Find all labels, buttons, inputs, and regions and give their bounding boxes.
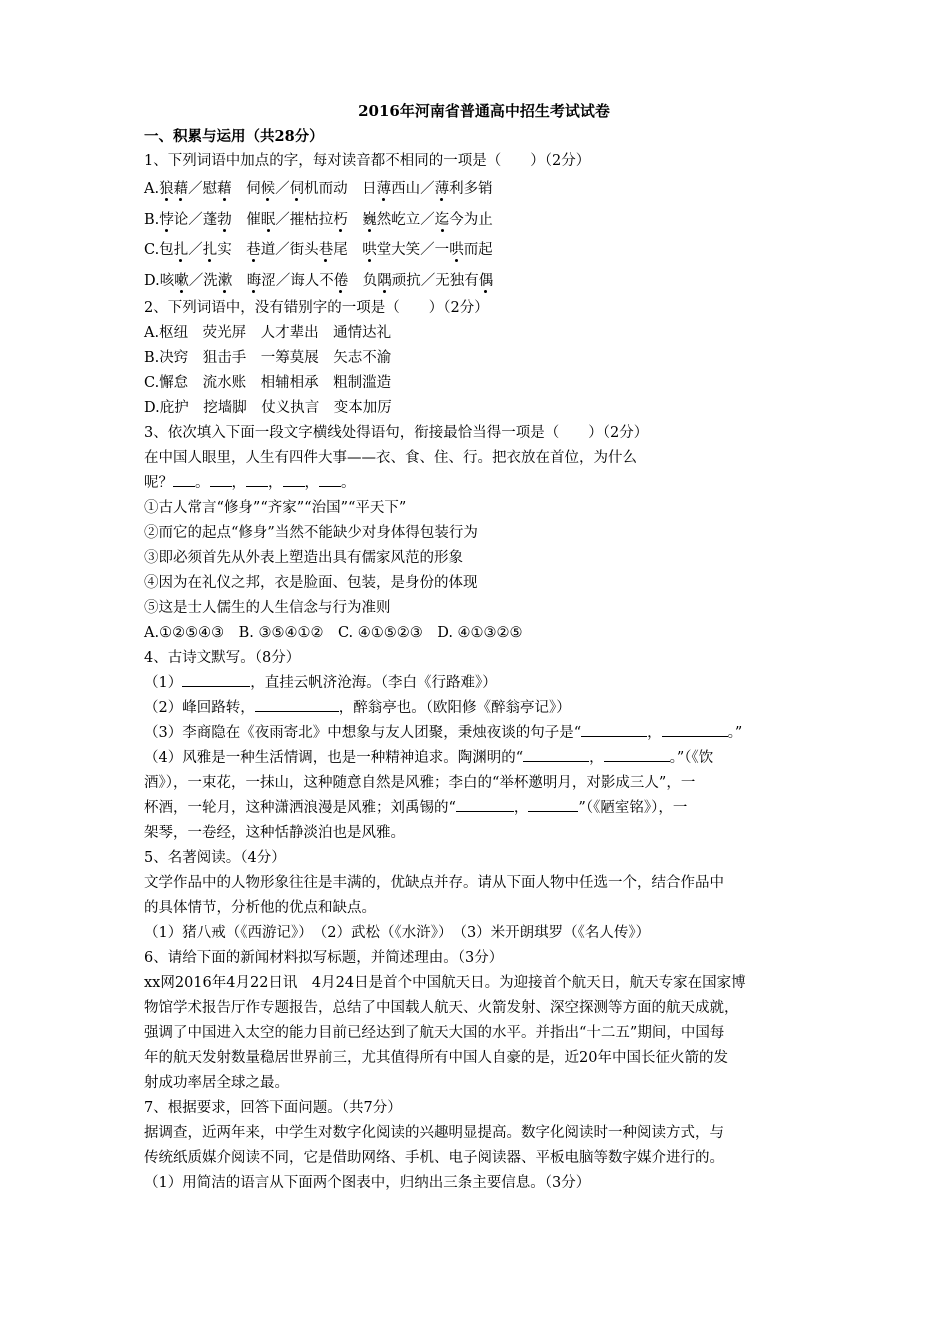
fill-blank[interactable] xyxy=(246,472,268,487)
question-3-passage: 在中国人眼里，人生有四件大事——衣、食、住、行。把衣放在首位，为什么 xyxy=(144,450,637,466)
question-3-answers: A.①②⑤④③ B. ③⑤④①② C. ④①⑤②③ D. ④①③②⑤ xyxy=(144,625,523,641)
dotted-char: 藉 xyxy=(173,181,189,197)
question-2-option: A.枢纽 荧光屏 人才辈出 通情达礼 xyxy=(144,325,392,341)
question-3-stem: 3、依次填入下面一段文字横线处得语句，衔接最恰当得一项是（ ）（2分） xyxy=(144,425,649,441)
dotted-char: 眠 xyxy=(260,211,276,228)
question-7-subquestion: （1）用简洁的语言从下面两个图表中，归纳出三条主要信息。（3分） xyxy=(144,1175,591,1191)
question-3-item: ③即必须首先从外表上塑造出具有儒家风范的形象 xyxy=(144,550,463,566)
question-7-stem: 7、根据要求，回答下面问题。（共7分） xyxy=(144,1100,402,1116)
dotted-char: 倦 xyxy=(333,272,349,289)
question-3-item: ⑤这是士人儒生的人生信念与行为准则 xyxy=(144,600,391,616)
question-4-line-6: 杯酒，一轮月，这种潇洒浪漫是风雅；刘禹锡的“ ， ”（《陋室铭》），一 xyxy=(144,796,824,821)
fill-blank[interactable] xyxy=(456,797,514,812)
fill-blank[interactable] xyxy=(182,672,250,687)
fill-blank[interactable] xyxy=(523,747,589,762)
fill-blank[interactable] xyxy=(319,472,341,487)
dotted-char: 扎 xyxy=(173,242,189,258)
question-2-option: C.懈怠 流水账 相辅相承 粗制滥造 xyxy=(144,375,392,391)
question-6-stem: 6、请给下面的新闻材料拟写标题，并简述理由。（3分） xyxy=(144,950,504,966)
question-4-line-2: （2）峰回路转， ，醉翁亭也。（欧阳修《醉翁亭记》） xyxy=(144,696,824,721)
question-1-option-c: C.包扎／扎实 巷道／街头巷尾 哄堂大笑／一哄而起 xyxy=(144,242,493,258)
question-1-option-d: D.咳嗽／洗漱 晦涩／诲人不倦 负隅顽抗／无独有偶 xyxy=(144,272,494,289)
news-text-line: 年的航天发射数量稳居世界前三，尤其值得所有中国人自豪的是，近20年中国长征火箭的发 xyxy=(144,1050,728,1066)
dotted-char: 偶 xyxy=(478,272,494,289)
question-4-line-7: 架琴，一卷经，这种恬静淡泊也是风雅。 xyxy=(144,825,405,841)
fill-blank[interactable] xyxy=(581,722,647,737)
dotted-char: 朽 xyxy=(333,211,348,228)
fill-blank[interactable] xyxy=(528,797,578,812)
dotted-char: 晦 xyxy=(246,272,262,289)
question-3-item: ①古人常言“修身”“齐家”“治国”“平天下” xyxy=(144,500,407,516)
dotted-char: 巷 xyxy=(318,242,334,258)
news-text-line: 射成功率居全球之最。 xyxy=(144,1075,289,1091)
question-5-text: 文学作品中的人物形象往往是丰满的，优缺点并存。请从下面人物中任选一个，结合作品中 xyxy=(144,875,724,891)
question-2-option: D.庇护 挖墙脚 仗义执言 变本加厉 xyxy=(144,400,392,416)
dotted-char: 漱 xyxy=(217,272,233,289)
question-7-text: 据调查，近两年来，中学生对数字化阅读的兴趣明显提高。数字化阅读时一种阅读方式，与 xyxy=(144,1125,724,1141)
news-text-line: 强调了中国进入太空的能力目前已经达到了航天大国的水平。并指出“十二五”期间，中国每 xyxy=(144,1025,725,1041)
dotted-char: 候 xyxy=(260,181,276,197)
exam-page xyxy=(144,100,824,1196)
dotted-char: 巍 xyxy=(362,211,377,228)
news-text-line: 物馆学术报告厅作专题报告，总结了中国载人航天、火箭发射、深空探测等方面的航天成就， xyxy=(144,1000,739,1016)
dotted-char: 狼 xyxy=(159,181,174,197)
fill-blank[interactable] xyxy=(255,697,339,712)
question-1-option-b: B.悖论／蓬勃 催眠／摧枯拉朽 巍然屹立／迄今为止 xyxy=(144,211,493,228)
dotted-char: 扎 xyxy=(202,242,218,258)
section-heading: 一、积累与运用（共28分） xyxy=(144,128,324,145)
dotted-char: 伺 xyxy=(289,181,305,197)
fill-blank[interactable] xyxy=(210,472,232,487)
fill-blank[interactable] xyxy=(662,722,728,737)
fill-blank[interactable] xyxy=(283,472,305,487)
question-5-stem: 5、名著阅读。（4分） xyxy=(144,850,286,866)
news-text-line: xx网2016年4月22日讯 4月24日是首个中国航天日。为迎接首个航天日，航天专家在国家博 xyxy=(144,975,746,991)
dotted-char: 哄 xyxy=(449,242,464,258)
question-4-line-4: （4）风雅是一种生活情调，也是一种精神追求。陶渊明的“ ， 。”（《饮 xyxy=(144,746,824,771)
dotted-char: 勃 xyxy=(217,211,232,228)
question-5-choices: （1）猪八戒（《西游记》） （2）武松（《水浒》） （3）米开朗琪罗（《名人传》） xyxy=(144,925,651,941)
question-2-option: B.决窍 狙击手 一筹莫展 矢志不渝 xyxy=(144,350,392,366)
question-7-text: 传统纸质媒介阅读不同，它是借助网络、手机、电子阅读器、平板电脑等数字媒介进行的。 xyxy=(144,1150,724,1166)
question-1-stem: 1、下列词语中加点的字，每对读音都不相同的一项是（ ）（2分） xyxy=(144,153,591,169)
question-3-blanks: 呢？ 。 ， ， ， 。 xyxy=(144,471,824,496)
fill-blank[interactable] xyxy=(604,747,670,762)
question-3-item: ②而它的起点“修身”当然不能缺少对身体得包装行为 xyxy=(144,525,478,541)
dotted-char: 隅 xyxy=(377,272,392,289)
question-4-line-3: （3）李商隐在《夜雨寄北》中想象与友人团聚，秉烛夜谈的句子是“ ， 。” xyxy=(144,721,824,746)
question-5-text: 的具体情节，分析他的优点和缺点。 xyxy=(144,900,376,916)
dotted-char: 迄 xyxy=(434,211,450,228)
dotted-char: 嗽 xyxy=(174,272,189,289)
dotted-char: 哄 xyxy=(362,242,377,258)
question-4-line-1: （1） ，直挂云帆济沧海。（李白《行路难》） xyxy=(144,671,824,696)
dotted-char: 藉 xyxy=(217,181,232,197)
dotted-char: 悖 xyxy=(159,211,174,228)
fill-blank[interactable] xyxy=(173,472,195,487)
question-3-item: ④因为在礼仪之邦，衣是脸面、包装，是身份的体现 xyxy=(144,575,478,591)
question-1-option-a: A.狼藉／慰藉 伺候／伺机而动 日薄西山／薄利多销 xyxy=(144,181,493,197)
dotted-char: 巷 xyxy=(246,242,261,258)
question-4-line-5: 酒》），一束花，一抹山，这种随意自然是风雅；李白的“举杯邀明月，对影成三人”，一 xyxy=(144,775,696,791)
question-4-stem: 4、古诗文默写。（8分） xyxy=(144,650,301,666)
dotted-char: 薄 xyxy=(376,181,392,197)
page-title: 2016年河南省普通高中招生考试试卷 xyxy=(358,102,610,120)
dotted-char: 薄 xyxy=(434,181,450,197)
question-2-stem: 2、下列词语中，没有错别字的一项是（ ）（2分） xyxy=(144,300,489,316)
